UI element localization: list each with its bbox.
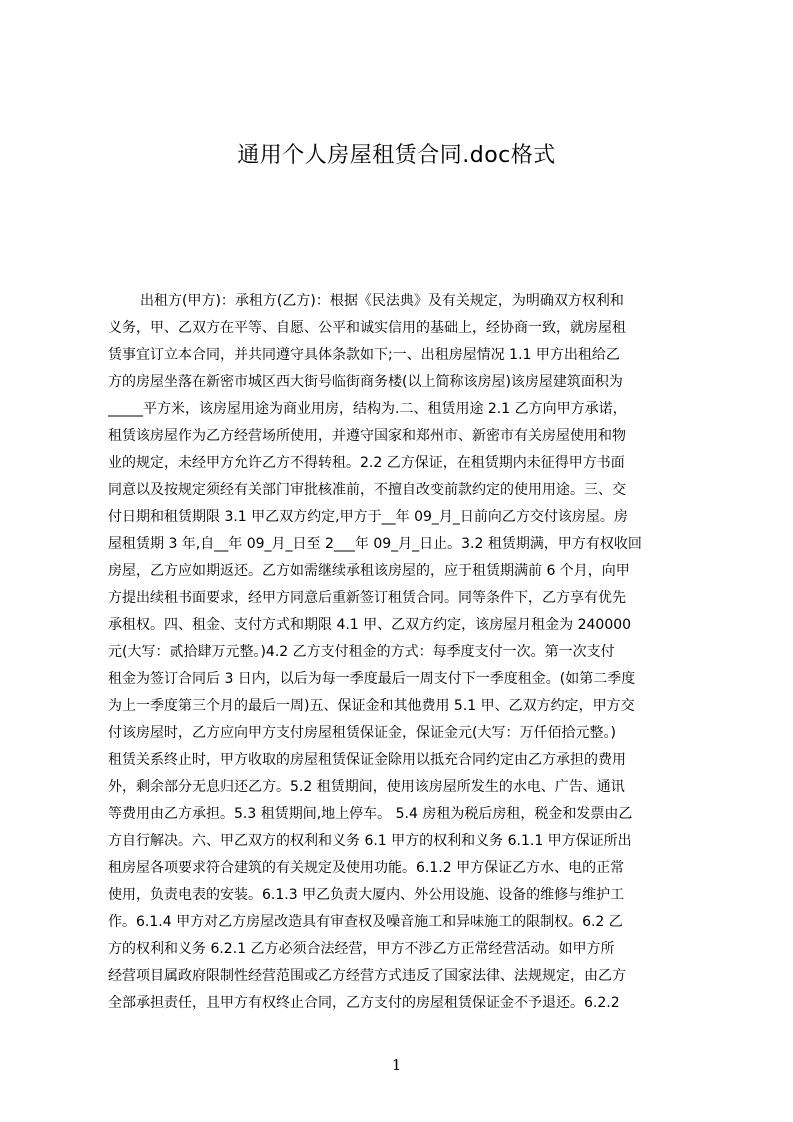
document-title: 通用个人房屋租赁合同.doc格式 (237, 143, 556, 168)
body-line: 租金为签订合同后 3 日内，以后为每一季度最后一周支付下一季度租金。(如第二季度 (108, 671, 636, 687)
body-line: 业的规定，未经甲方允许乙方不得转租。2.2 乙方保证，在租赁期内未征得甲方书面 (108, 455, 625, 471)
body-line: 经营项目属政府限制性经营范围或乙方经营方式违反了国家法律、法规规定，由乙方 (108, 968, 626, 984)
body-line: 等费用由乙方承担。5.3 租赁期间,地上停车。 5.4 房租为税后房租，税金和发票由乙 (108, 806, 633, 822)
body-line: 同意以及按规定须经有关部门审批核准前，不擅自改变前款约定的使用用途。三、交 (108, 482, 626, 498)
body-line: 元(大写：贰拾肆万元整。)4.2 乙方支付租金的方式：每季度支付一次。第一次支付 (108, 644, 615, 660)
body-line: 方提出续租书面要求，经甲方同意后重新签订租赁合同。同等条件下，乙方享有优先 (108, 590, 626, 606)
body-line: 方自行解决。六、甲乙双方的权利和义务 6.1 甲方的权利和义务 6.1.1 甲方保证所出 (108, 833, 632, 849)
body-line: 外，剩余部分无息归还乙方。5.2 租赁期间，使用该房屋所发生的水电、广告、通讯 (108, 779, 625, 795)
body-line: 屋租赁期 3 年,自__年 09_月_日至 2___年 09_月_日止。3.2 租赁期满，甲方有权收回 (108, 536, 642, 552)
body-line: 付该房屋时，乙方应向甲方支付房屋租赁保证金，保证金元(大写：万仟佰拾元整。) (108, 725, 616, 741)
body-line: 为上一季度第三个月的最后一周)五、保证金和其他费用 5.1 甲、乙双方约定，甲方交 (108, 698, 635, 714)
body-line: 方的房屋坐落在新密市城区西大街号临街商务楼(以上简称该房屋)该房屋建筑面积为 (108, 374, 623, 390)
body-line: 作。6.1.4 甲方对乙方房屋改造具有审查权及噪音施工和异味施工的限制权。6.2 乙 (108, 914, 623, 930)
body-line: 赁事宜订立本合同，并共同遵守具体条款如下;一、出租房屋情况 1.1 甲方出租给乙 (108, 347, 620, 363)
body-line: 方的权利和义务 6.2.1 乙方必须合法经营，甲方不涉乙方正常经营活动。如甲方所 (108, 941, 615, 957)
body-line: _____平方米，该房屋用途为商业用房，结构为.二、租赁用途 2.1 乙方向甲方承诺， (108, 401, 627, 417)
body-line: 租赁关系终止时，甲方收取的房屋租赁保证金除用以抵充合同约定由乙方承担的费用 (108, 752, 626, 768)
body-line: 义务，甲、乙双方在平等、自愿、公平和诚实信用的基础上，经协商一致，就房屋租 (108, 320, 626, 336)
body-line: 使用，负责电表的安装。6.1.3 甲乙负责大厦内、外公用设施、设备的维修与维护工 (108, 887, 625, 903)
body-line: 出租方(甲方)：承租方(乙方)：根据《民法典》及有关规定，为明确双方权利和 (140, 293, 624, 309)
body-line: 付日期和租赁期限 3.1 甲乙双方约定,甲方于__年 09_月_日前向乙方交付该房屋。房 (108, 509, 628, 525)
contract-body (108, 288, 698, 1028)
body-line: 租房屋各项要求符合建筑的有关规定及使用功能。6.1.2 甲方保证乙方水、电的正常 (108, 860, 625, 876)
body-line: 租赁该房屋作为乙方经营场所使用，并遵守国家和郑州市、新密市有关房屋使用和物 (108, 428, 626, 444)
body-line: 承租权。四、租金、支付方式和期限 4.1 甲、乙双方约定，该房屋月租金为 240000 (108, 617, 632, 633)
page-number: 1 (391, 1056, 402, 1074)
body-line: 全部承担责任，且甲方有权终止合同，乙方支付的房屋租赁保证金不予退还。6.2.2 (108, 995, 620, 1011)
body-line: 房屋，乙方应如期返还。乙方如需继续承租该房屋的，应于租赁期满前 6 个月，向甲 (108, 563, 630, 579)
